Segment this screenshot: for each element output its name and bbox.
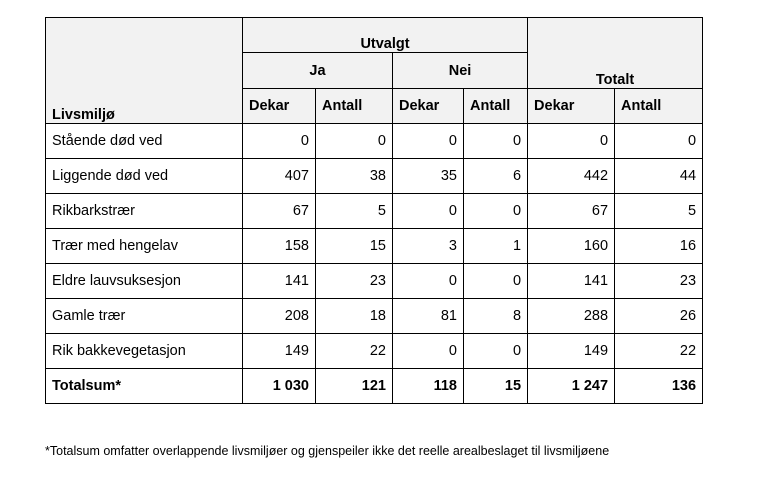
cell-nei-dekar: 35 [393,159,464,194]
cell-nei-dekar: 0 [393,264,464,299]
row-label: Liggende død ved [46,159,243,194]
cell-nei-antall: 1 [464,229,528,264]
table-header [46,18,703,124]
cell-totalt-antall: 0 [615,124,703,159]
table-row [46,299,703,334]
total-nei-antall: 15 [464,369,528,404]
total-nei-dekar: 118 [393,369,464,404]
column-group-totalt: Totalt [528,18,703,89]
cell-ja-antall: 5 [316,194,393,229]
total-ja-dekar: 1 030 [243,369,316,404]
cell-nei-antall: 6 [464,159,528,194]
cell-nei-antall: 8 [464,299,528,334]
total-row [46,369,703,404]
cell-nei-antall: 0 [464,334,528,369]
cell-nei-antall: 0 [464,194,528,229]
cell-totalt-dekar: 149 [528,334,615,369]
livsmiljo-table [45,17,703,404]
cell-ja-dekar: 149 [243,334,316,369]
cell-totalt-dekar: 141 [528,264,615,299]
cell-totalt-dekar: 288 [528,299,615,334]
cell-nei-dekar: 0 [393,194,464,229]
cell-totalt-dekar: 0 [528,124,615,159]
cell-totalt-dekar: 442 [528,159,615,194]
cell-totalt-antall: 16 [615,229,703,264]
cell-totalt-dekar: 67 [528,194,615,229]
total-totalt-antall: 136 [615,369,703,404]
cell-ja-antall: 0 [316,124,393,159]
cell-nei-dekar: 0 [393,124,464,159]
cell-ja-antall: 38 [316,159,393,194]
column-group-ja: Ja [243,53,393,89]
column-header-ja-dekar: Dekar [243,89,316,124]
cell-nei-dekar: 0 [393,334,464,369]
column-header-nei-dekar: Dekar [393,89,464,124]
total-ja-antall: 121 [316,369,393,404]
cell-totalt-antall: 23 [615,264,703,299]
table-row [46,159,703,194]
column-header-ja-antall: Antall [316,89,393,124]
column-header-totalt-dekar: Dekar [528,89,615,124]
row-label: Gamle trær [46,299,243,334]
cell-ja-antall: 22 [316,334,393,369]
cell-ja-antall: 23 [316,264,393,299]
column-header-totalt-antall: Antall [615,89,703,124]
row-label: Eldre lauvsuksesjon [46,264,243,299]
cell-nei-dekar: 81 [393,299,464,334]
cell-ja-dekar: 158 [243,229,316,264]
column-header-nei-antall: Antall [464,89,528,124]
cell-ja-dekar: 141 [243,264,316,299]
cell-ja-antall: 15 [316,229,393,264]
total-totalt-dekar: 1 247 [528,369,615,404]
column-group-nei: Nei [393,53,528,89]
cell-totalt-antall: 26 [615,299,703,334]
total-label: Totalsum* [46,369,243,404]
cell-ja-dekar: 407 [243,159,316,194]
cell-ja-dekar: 0 [243,124,316,159]
cell-nei-antall: 0 [464,264,528,299]
row-label: Stående død ved [46,124,243,159]
footnote: *Totalsum omfatter overlappende livsmiljøer og gjenspeiler ikke det reelle arealbeslaget til livsmiljøene [45,444,610,458]
cell-totalt-antall: 22 [615,334,703,369]
column-group-utvalgt: Utvalgt [243,18,528,53]
table-body [46,124,703,404]
cell-nei-antall: 0 [464,124,528,159]
row-label: Trær med hengelav [46,229,243,264]
table-row [46,229,703,264]
row-label: Rikbarkstrær [46,194,243,229]
table-row [46,194,703,229]
table-row [46,334,703,369]
cell-totalt-dekar: 160 [528,229,615,264]
table-row [46,264,703,299]
cell-ja-dekar: 67 [243,194,316,229]
row-label: Rik bakkevegetasjon [46,334,243,369]
cell-ja-dekar: 208 [243,299,316,334]
cell-ja-antall: 18 [316,299,393,334]
cell-totalt-antall: 44 [615,159,703,194]
cell-nei-dekar: 3 [393,229,464,264]
table-row [46,124,703,159]
column-header-livsmiljo: Livsmiljø [46,18,243,124]
cell-totalt-antall: 5 [615,194,703,229]
